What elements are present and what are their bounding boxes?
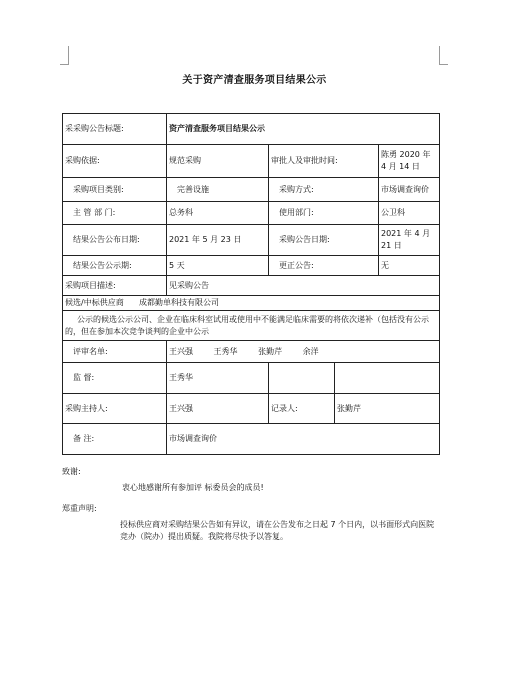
thanks-text: 衷心地感谢所有参加评 标委员会的成员!: [122, 483, 264, 492]
period-label: 结果公告公示期:: [63, 256, 167, 276]
purchase-date-label: 采购公告日期:: [269, 225, 379, 256]
margin-mark-left: [60, 46, 69, 65]
result-date-value: 2021 年 5 月 23 日: [167, 225, 269, 256]
empty-cell: [269, 363, 335, 394]
candidate-value: 成都勤单科技有限公司: [138, 298, 219, 307]
notice-text: 公示的候选公示公司、企业在临床科室试用或使用中不能满足临床需要的将依次递补（包括没有公示的，但在参加本次竞争谈判的企业中公示: [63, 311, 440, 341]
basis-label: 采购依据:: [63, 145, 167, 178]
announcement-title-label: 采采购公告标题:: [63, 114, 167, 145]
reviewer-name: 余洋: [302, 346, 319, 356]
recorder-label: 记录人:: [269, 394, 335, 424]
basis-value: 规范采购: [167, 145, 269, 178]
category-label: 采购项目类别:: [63, 178, 167, 202]
reviewer-name: 张勤芹: [258, 346, 283, 356]
table-row: [63, 202, 440, 225]
approver-label: 审批人及审批时间:: [269, 145, 379, 178]
table-row: [63, 363, 440, 394]
candidate-label: 候选/中标供应商: [65, 298, 124, 307]
user-dept-label: 使用部门:: [269, 202, 379, 225]
table-row: [63, 178, 440, 202]
supervisor-value: 王秀华: [167, 363, 269, 394]
table-row: [63, 296, 440, 311]
candidate-row: [63, 296, 440, 311]
table-row: [63, 225, 440, 256]
statement-label: 郑重声明:: [62, 504, 97, 513]
procurement-form-table: [62, 113, 440, 455]
result-date-label: 结果公告公布日期:: [63, 225, 167, 256]
description-label: 采购项目描述:: [63, 276, 167, 296]
recorder-value: 张勤芹: [335, 394, 440, 424]
dept-label: 主 管 部 门:: [63, 202, 167, 225]
statement-text: 投标供应商对采购结果公告如有异议，请在公告发布之日起 7 个日内，以书面形式向医院竞办（院办）提出质疑。我院将尽快予以答复。: [120, 520, 435, 541]
dept-value: 总务科: [167, 202, 269, 225]
table-row: [63, 256, 440, 276]
user-dept-value: 公卫科: [379, 202, 440, 225]
category-value: 完善设施: [167, 178, 269, 202]
table-row: [63, 424, 440, 455]
table-row: [63, 114, 440, 145]
correction-value: 无: [379, 256, 440, 276]
table-row: [63, 276, 440, 296]
approver-value: 陈勇 2020 年 4 月 14 日: [379, 145, 440, 178]
host-value: 王兴强: [167, 394, 269, 424]
method-value: 市场调查询价: [379, 178, 440, 202]
table-row: [63, 311, 440, 341]
document-footer: [62, 466, 442, 543]
document-title: 关于资产清查服务项目结果公示: [182, 75, 327, 86]
reviewers-list: [167, 341, 440, 363]
host-label: 采购主持人:: [63, 394, 167, 424]
empty-cell: [335, 363, 440, 394]
table-row: [63, 341, 440, 363]
margin-mark-right: [439, 46, 448, 65]
reviewer-name: 王兴强: [169, 346, 193, 356]
correction-label: 更正公告:: [269, 256, 379, 276]
announcement-title-value: 资产清查服务项目结果公示: [167, 114, 440, 145]
method-label: 采购方式:: [269, 178, 379, 202]
table-row: [63, 145, 440, 178]
table-row: [63, 394, 440, 424]
period-value: 5 天: [167, 256, 269, 276]
thanks-label: 致谢:: [62, 467, 81, 476]
reviewer-name: 王秀华: [213, 346, 238, 356]
description-value: 见采购公告: [167, 276, 440, 296]
remarks-value: 市场调查询价: [167, 424, 440, 455]
purchase-date-value: 2021 年 4 月 21 日: [379, 225, 440, 256]
supervisor-label: 监 督:: [63, 363, 167, 394]
remarks-label: 备 注:: [63, 424, 167, 455]
reviewers-label: 评审名单:: [63, 341, 167, 363]
